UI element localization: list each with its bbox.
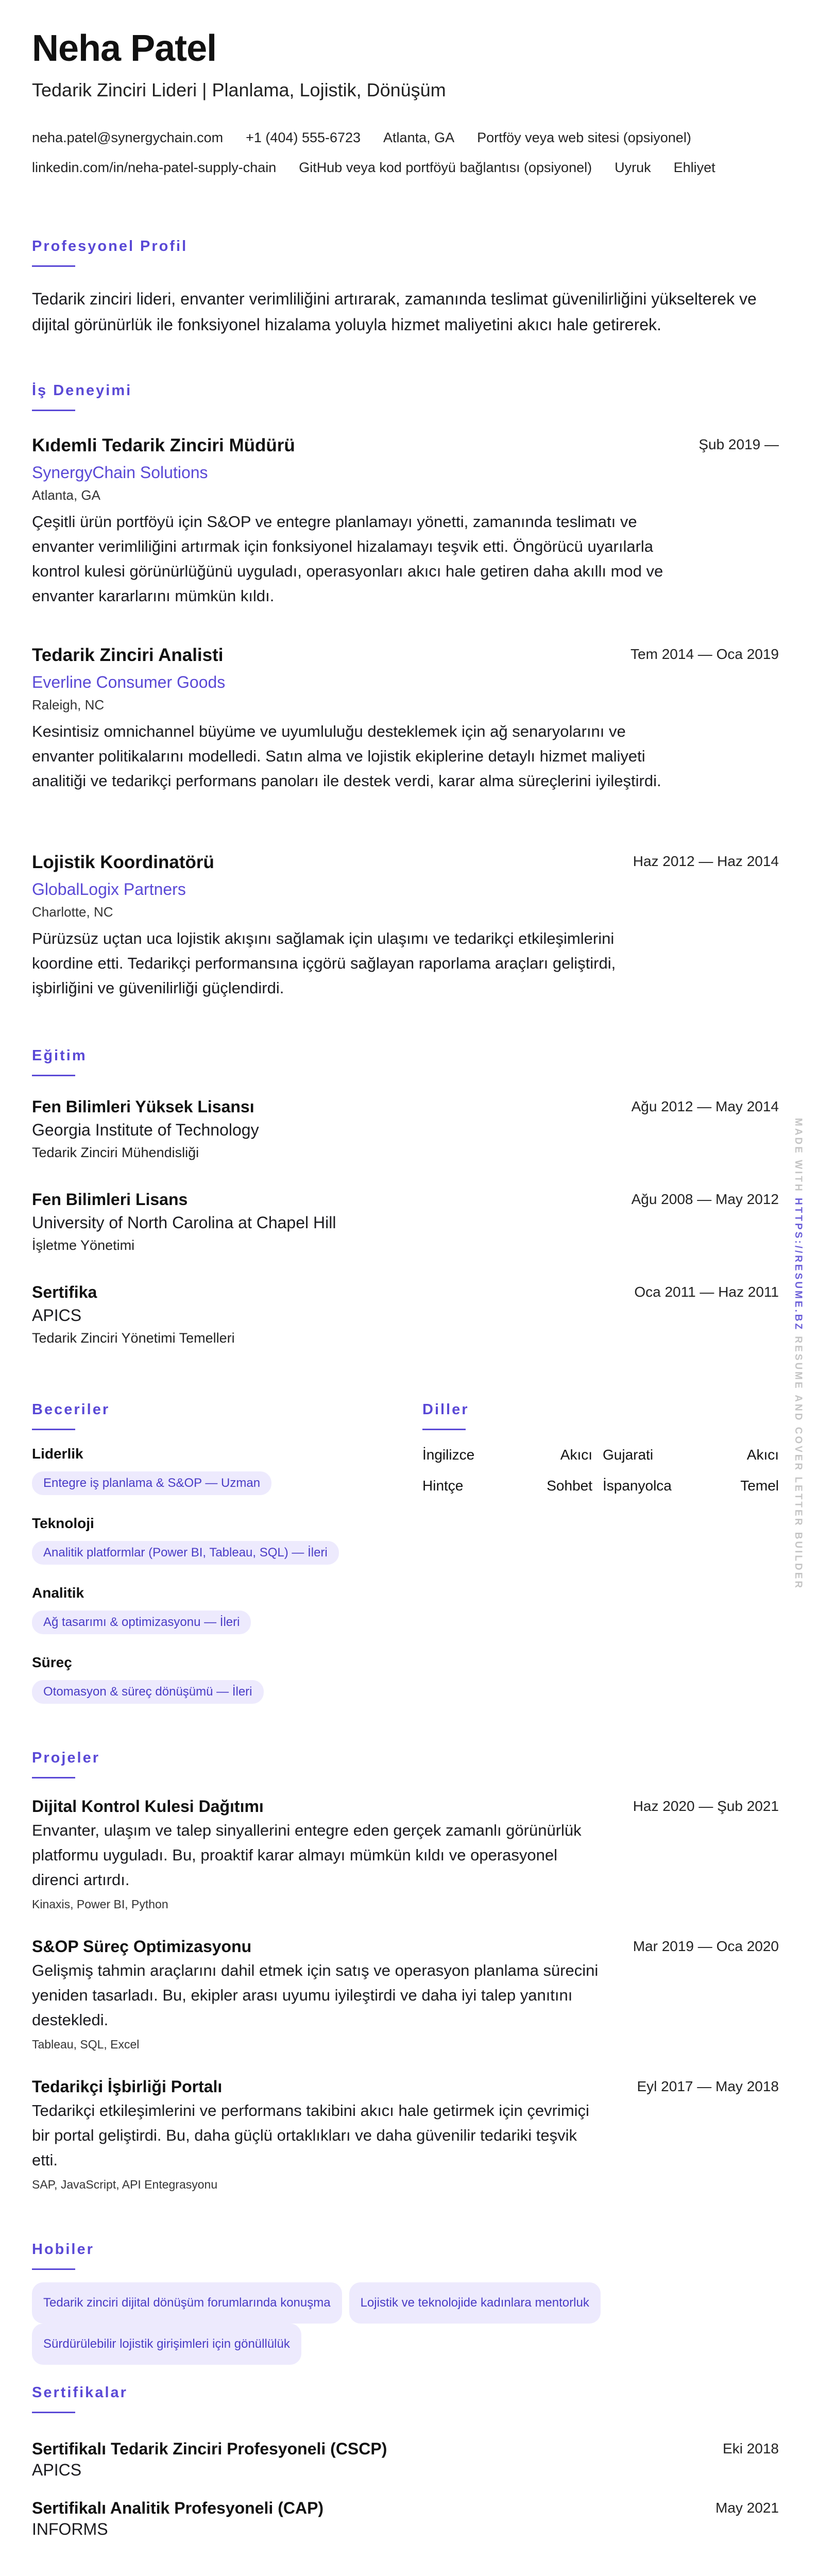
language-level: Sohbet [547,1478,592,1494]
project-title: Dijital Kontrol Kulesi Dağıtımı [32,1797,264,1816]
language-item [422,1447,592,1463]
section-divider [32,410,75,411]
project-date: Eyl 2017 — May 2018 [637,2078,779,2094]
language-name: Gujarati [603,1447,654,1463]
section-title: İş Deneyimi [32,382,132,399]
skill-group [32,1515,403,1565]
language-level: Akıcı [746,1447,779,1463]
degree-date: Ağu 2008 — May 2012 [631,1191,779,1207]
section-title: Beceriler [32,1401,110,1418]
watermark-url[interactable]: HTTPS://RESUME.BZ [793,1198,804,1332]
language-level: Akıcı [560,1447,592,1463]
job-date: Tem 2014 — Oca 2019 [630,646,779,662]
language-item [603,1447,779,1463]
skill-pill: Analitik platformlar (Power BI, Tableau, SQL) — İleri [32,1541,339,1565]
languages-section [422,1401,731,1430]
job-location: Atlanta, GA [32,487,100,503]
section-title: Projeler [32,1750,100,1766]
section-divider [32,2268,75,2270]
skill-category: Süreç [32,1654,72,1670]
contact-location: Atlanta, GA [383,130,455,145]
job-title: Tedarik Zinciri Analisti [32,645,224,665]
study-field: İşletme Yönetimi [32,1238,135,1253]
project-date: Haz 2020 — Şub 2021 [633,1798,779,1814]
language-name: Hintçe [422,1478,464,1494]
section-divider [32,265,75,267]
certification-date: Eki 2018 [723,2441,779,2456]
project-tech: SAP, JavaScript, API Entegrasyonu [32,2178,218,2191]
contact-portfolio[interactable]: Portföy veya web sitesi (opsiyonel) [477,130,691,145]
job-description: Çeşitli ürün portföyü için S&OP ve entegre planlamayı yönetti, zamanında teslimatı ve envanter verimliliğini artırmak için fonksiyonel hizalamayı teşvik etti. Öngörücü uyarılarla kontrol kulesi görünürlüğünü uyguladı, operasyonları akıcı hale getiren daha akıllı mod ve envanter kararlarını mümkün kıldı. [32,513,663,605]
degree-title: Sertifika [32,1283,97,1301]
language-name: İngilizce [422,1447,475,1463]
contact-phone[interactable]: +1 (404) 555-6723 [246,130,361,145]
school-name: APICS [32,1306,82,1325]
skill-pill: Ağ tasarımı & optimizasyonu — İleri [32,1611,251,1634]
section-title: Profesyonel Profil [32,238,188,255]
experience-entry [32,435,779,608]
hobby-pill: Sürdürülebilir lojistik girişimleri için gönüllülük [32,2324,301,2365]
section-divider [422,1429,466,1430]
language-name: İspanyolca [603,1478,672,1494]
project-tech: Tableau, SQL, Excel [32,2038,140,2051]
skill-group [32,1654,403,1704]
language-item [603,1478,779,1494]
project-entry [32,1937,779,2052]
certification-issuer: APICS [32,2461,82,2479]
degree-date: Ağu 2012 — May 2014 [631,1098,779,1114]
school-name: Georgia Institute of Technology [32,1121,259,1139]
degree-title: Fen Bilimleri Yüksek Lisansı [32,1097,254,1116]
job-company: SynergyChain Solutions [32,463,208,482]
language-item [422,1478,592,1494]
study-field: Tedarik Zinciri Yönetimi Temelleri [32,1330,235,1346]
skill-category: Teknoloji [32,1515,94,1531]
certification-name: Sertifikalı Tedarik Zinciri Profesyoneli (CSCP) [32,2439,387,2458]
certification-entry [32,2499,779,2539]
skill-group [32,1585,403,1634]
job-title: Kıdemli Tedarik Zinciri Müdürü [32,435,295,455]
section-title: Eğitim [32,1047,87,1064]
job-company: GlobalLogix Partners [32,880,186,899]
contact-list [32,123,779,182]
section-divider [32,2412,75,2413]
hobby-pill: Tedarik zinciri dijital dönüşüm forumlarında konuşma [32,2282,342,2324]
language-level: Temel [740,1478,779,1494]
projects-section [32,1750,779,1778]
experience-section [32,382,779,411]
project-entry [32,1797,779,1911]
certifications-section [32,2384,779,2413]
certification-name: Sertifikalı Analitik Profesyoneli (CAP) [32,2499,324,2517]
project-entry [32,2077,779,2192]
job-description: Pürüzsüz uçtan uca lojistik akışını sağlamak için ulaşımı ve tedarikçi etkileşimlerini koordine etti. Tedarikçi performansına içgörü sağlayan raporlama araçları geliştirdi, işbirliğini ve güvenilirliği güçlendirdi. [32,929,616,997]
candidate-headline: Tedarik Zinciri Lideri | Planlama, Lojistik, Dönüşüm [32,79,446,100]
hobbies-section [32,2241,779,2270]
project-description: Tedarikçi etkileşimlerini ve performans takibini akıcı hale getirmek için çevrimiçi bir portal geliştirdi. Bu, daha güçlü ortaklıkları ve daha güvenilir tedariki teşvik etti. [32,2102,589,2169]
contact-email[interactable]: neha.patel@synergychain.com [32,130,224,145]
study-field: Tedarik Zinciri Mühendisliği [32,1145,199,1160]
project-date: Mar 2019 — Oca 2020 [633,1938,779,1954]
skill-group [32,1446,403,1495]
education-section [32,1047,779,1076]
skill-category: Analitik [32,1585,84,1601]
project-description: Envanter, ulaşım ve talep sinyallerini entegre eden gerçek zamanlı görünürlük platformu uyguladı. Bu, proaktif karar almayı mümkün kıldı ve operasyonel direnci artırdı. [32,1821,582,1889]
builder-watermark[interactable] [792,1118,804,1590]
degree-date: Oca 2011 — Haz 2011 [634,1284,779,1300]
section-title: Diller [422,1401,469,1418]
contact-license: Ehliyet [673,160,715,175]
education-entry [32,1190,779,1253]
education-entry [32,1097,779,1161]
school-name: University of North Carolina at Chapel Hill [32,1213,336,1232]
job-location: Charlotte, NC [32,904,113,920]
job-date: Şub 2019 — [698,436,779,452]
certification-entry [32,2439,779,2480]
job-description: Kesintisiz omnichannel büyüme ve uyumluluğu desteklemek için ağ senaryolarını ve envanter politikalarını modelledi. Satın alma ve lojistik ekiplerine detaylı hizmet maliyeti analitiği ve tedarikçi performans panoları ile destek verdi, karar alma süreçlerini iyileştirdi. [32,722,661,790]
project-title: S&OP Süreç Optimizasyonu [32,1937,252,1956]
section-divider [32,1777,75,1778]
profile-section [32,238,779,267]
hobby-pill: Lojistik ve teknolojide kadınlara mentorluk [349,2282,601,2324]
candidate-name: Neha Patel [32,28,217,69]
section-divider [32,1075,75,1076]
profile-text: Tedarik zinciri lideri, envanter verimliliğini artırarak, zamanında teslimat güvenilirliğini yükselterek ve dijital görünürlük ile fonksiyonel hizalama yoluyla hizmet maliyetini akıcı hale getirerek. [32,290,757,334]
contact-linkedin[interactable]: linkedin.com/in/neha-patel-supply-chain [32,160,277,175]
skills-section [32,1401,393,1430]
contact-github[interactable]: GitHub veya kod portföyü bağlantısı (opsiyonel) [299,160,592,175]
job-date: Haz 2012 — Haz 2014 [633,853,779,869]
hobby-list [32,2282,779,2365]
education-entry [32,1283,779,1346]
contact-nationality: Uyruk [615,160,651,175]
certification-issuer: INFORMS [32,2520,108,2538]
project-title: Tedarikçi İşbirliği Portalı [32,2077,223,2096]
job-title: Lojistik Koordinatörü [32,852,214,872]
section-title: Sertifikalar [32,2384,128,2401]
experience-entry [32,645,779,793]
skill-pill: Entegre iş planlama & S&OP — Uzman [32,1471,271,1495]
watermark-made-with: MADE WITH [793,1118,804,1193]
project-tech: Kinaxis, Power BI, Python [32,1897,168,1911]
certification-date: May 2021 [715,2500,779,2516]
degree-title: Fen Bilimleri Lisans [32,1190,188,1209]
section-divider [32,1429,75,1430]
skill-category: Liderlik [32,1446,83,1462]
project-description: Gelişmiş tahmin araçlarını dahil etmek için satış ve operasyon planlama sürecini yeniden tasarladı. Bu, ekipler arası uyumu iyileştirdi ve daha iyi talep yanıtını destekledi. [32,1961,599,2029]
experience-entry [32,852,779,1001]
skill-pill: Otomasyon & süreç dönüşümü — İleri [32,1680,264,1704]
section-title: Hobiler [32,2241,94,2258]
job-company: Everline Consumer Goods [32,673,226,691]
watermark-tagline: RESUME AND COVER LETTER BUILDER [793,1336,804,1590]
job-location: Raleigh, NC [32,697,105,713]
